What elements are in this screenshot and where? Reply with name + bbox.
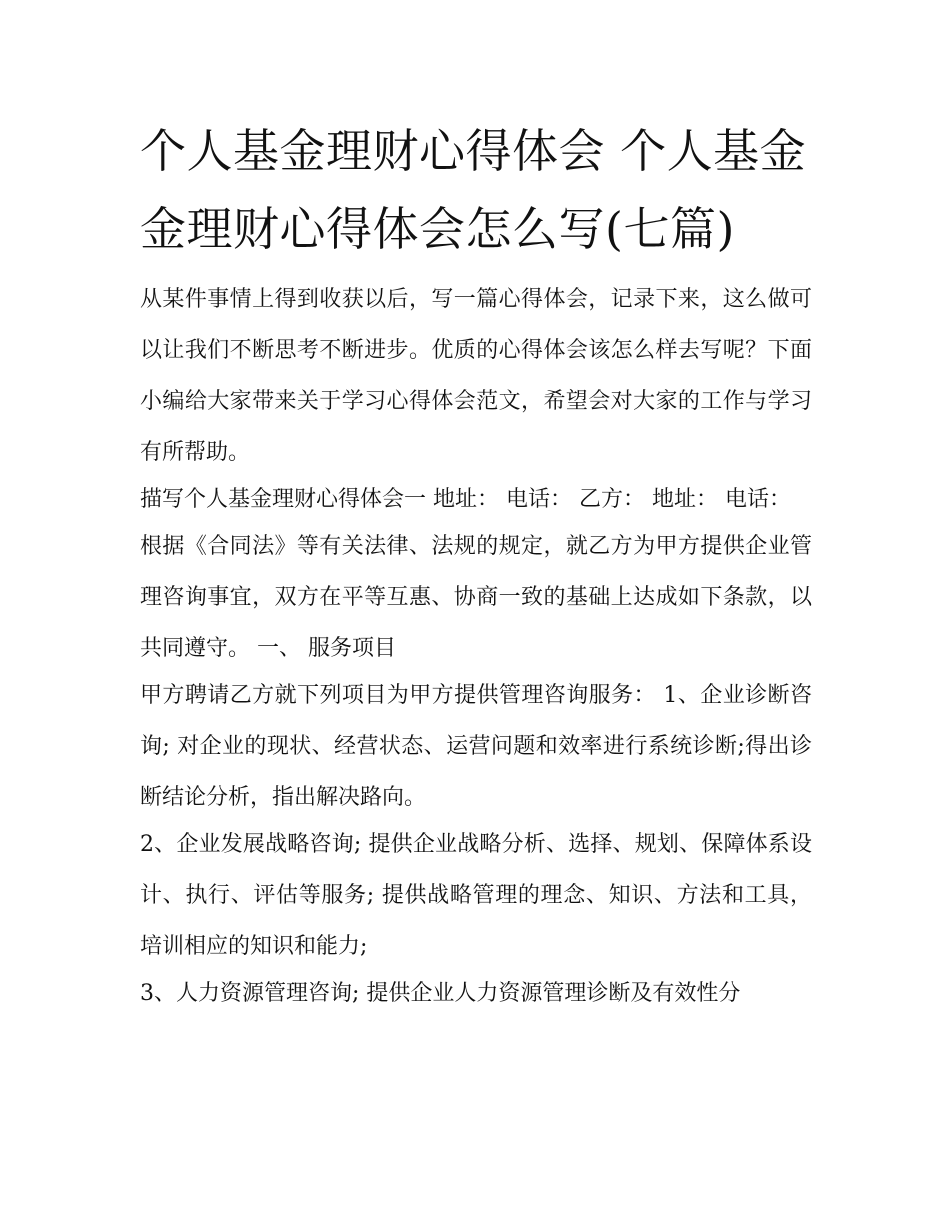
paragraph-intro: 从某件事情上得到收获以后，写一篇心得体会，记录下来，这么做可以让我们不断思考不断进步。优质的心得体会该怎么样去写呢？下面小编给大家带来关于学习心得体会范文，希望会对大家的工作与学习有所帮助。 (140, 287, 812, 465)
document-page (140, 112, 812, 1015)
document-title: 个人基金理财心得体会 个人基金金理财心得体会怎么写(七篇) (140, 124, 807, 256)
paragraph-service-item-3: 3、人力资源管理咨询; 提供企业人力资源管理诊断及有效性分 (140, 981, 741, 1006)
paragraph-contract-basis: 根据《合同法》等有关法律、法规的规定，就乙方为甲方提供企业管理咨询事宜，双方在平等互惠、协商一致的基础上达成如下条款，以共同遵守。 一、 服务项目 (140, 534, 812, 661)
paragraph-service-item-2: 2、企业发展战略咨询; 提供企业战略分析、选择、规划、保障体系设计、执行、评估等服务; 提供战略管理的理念、知识、方法和工具，培训相应的知识和能力; (140, 832, 812, 959)
paragraph-service-item-1: 甲方聘请乙方就下列项目为甲方提供管理咨询服务： 1、企业诊断咨询; 对企业的现状、经营状态、运营问题和效率进行系统诊断;得出诊断结论分析，指出解决路向。 (140, 683, 812, 810)
paragraph-contact-info: 描写个人基金理财心得体会一 地址： 电话： 乙方： 地址： 电话： (140, 487, 791, 512)
